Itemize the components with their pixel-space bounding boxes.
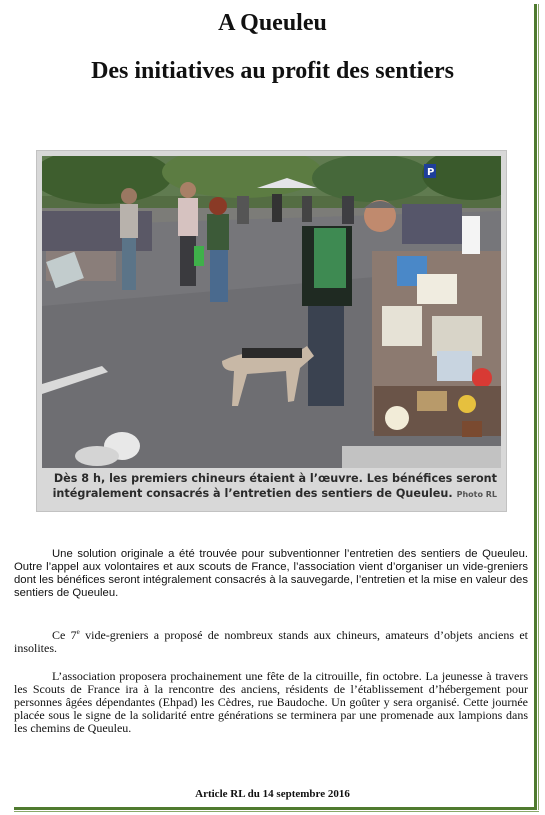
photo-caption-text: Dès 8 h, les premiers chineurs étaient à l’œuvre. Les bénéfices seront intégralement consacrés à l’entretien des sentiers de Queuleu. [52,472,497,500]
page-subtitle: Des initiatives au profit des sentiers [91,58,454,84]
page-border-bottom [14,807,537,810]
page-border-right [534,4,537,810]
article-paragraph-3 [14,670,528,735]
photo-credit: Photo RL [456,490,497,499]
article-paragraph-2 [14,626,528,655]
photo-caption [45,471,497,502]
page-border-bottom-thin [14,811,539,812]
article-paragraph-1-text: Une solution originale a été trouvée pour subventionner l’entretien des sentiers de Queuleu. Outre l’appel aux volontaires et aux scouts de France, l’association vient d’organiser un vide-greniers dont les bénéfices seront intégralement consacrés à la sauvegarde, l’entretien et la mise en valeur des sentiers de Queuleu. [14,548,528,599]
article-paragraph-2-text: vide-greniers a proposé de nombreux stands aux chineurs, amateurs d’objets anciens et insolites. [14,628,528,655]
page-border-right-thin [538,4,539,810]
article-source: Article RL du 14 septembre 2016 [195,788,350,800]
ordinal-superscript: e [76,628,80,636]
photo-frame [36,150,507,512]
photo-illustration [42,156,501,468]
parking-sign: P [427,167,435,178]
article-paragraph-3-text: L’association proposera prochainement une fête de la citrouille, fin octobre. La jeunesse à travers les Scouts de France ira à la rencontre des anciens, résidents de l’établissement d’hébergement pour personnes âgées dépendantes (Ehpad) les Cèdres, rue Baudoche. Un goûter y sera organisé. Cette journée placée sous le signe de la solidarité entre générations se terminera par une promenade aux lampions dans les chemins de Queuleu. [14,669,528,735]
article-paragraph-2-prefix: Ce 7 [52,628,77,642]
flea-market-photo [42,156,501,468]
article-paragraph-1 [14,548,528,600]
page-title: A Queuleu [218,10,327,36]
